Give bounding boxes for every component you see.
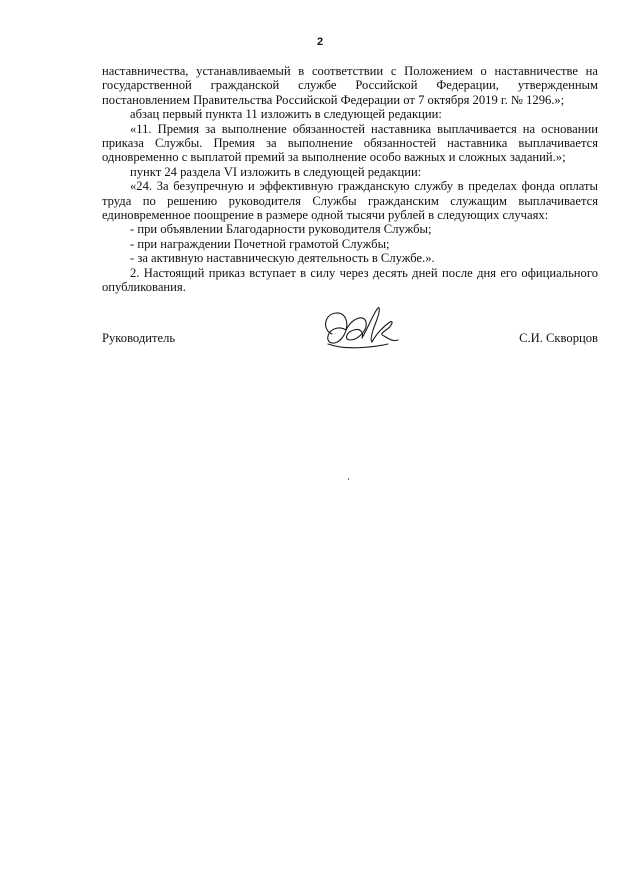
list-item: - при награждении Почетной грамотой Службы;	[130, 236, 390, 251]
handwritten-signature-icon	[318, 304, 406, 356]
paragraph-amendment-intro-11: абзац первый пункта 11 изложить в следующей редакции:	[130, 107, 442, 122]
paragraph-effective-date: 2. Настоящий приказ вступает в силу через десять дней после дня его официального опубликования.	[102, 265, 598, 295]
paragraph-amendment-intro-24: пункт 24 раздела VI изложить в следующей редакции:	[130, 164, 422, 179]
paragraph-clause-24: «24. За безупречную и эффективную гражданскую службу в пределах фонда оплаты труда по решению руководителя Службы гражданским служащим выплачивается единовременное поощрение в размере одной тысячи рублей в следующих случаях:	[102, 179, 598, 223]
signer-name: С.И. Скворцов	[519, 331, 598, 345]
paragraph-continuation: наставничества, устанавливаемый в соответствии с Положением о наставничестве на государственной гражданской службе Российской Федерации, утвержденным постановлением Правительства Российской Федерации от 7 октября 2019 г. № 1296.»;	[102, 64, 598, 107]
scan-artifact	[348, 478, 349, 480]
list-item: - при объявлении Благодарности руководителя Службы;	[130, 222, 432, 237]
document-body	[102, 64, 598, 295]
page-number: 2	[316, 36, 324, 48]
signer-position: Руководитель	[102, 331, 176, 345]
paragraph-clause-11: «11. Премия за выполнение обязанностей наставника выплачивается на основании приказа Службы. Премия за выполнение обязанностей наставника выплачивается одновременно с выплатой премий за выполнение особо важных и сложных заданий.»;	[102, 121, 598, 165]
list-item: - за активную наставническую деятельность в Службе.».	[130, 251, 435, 266]
